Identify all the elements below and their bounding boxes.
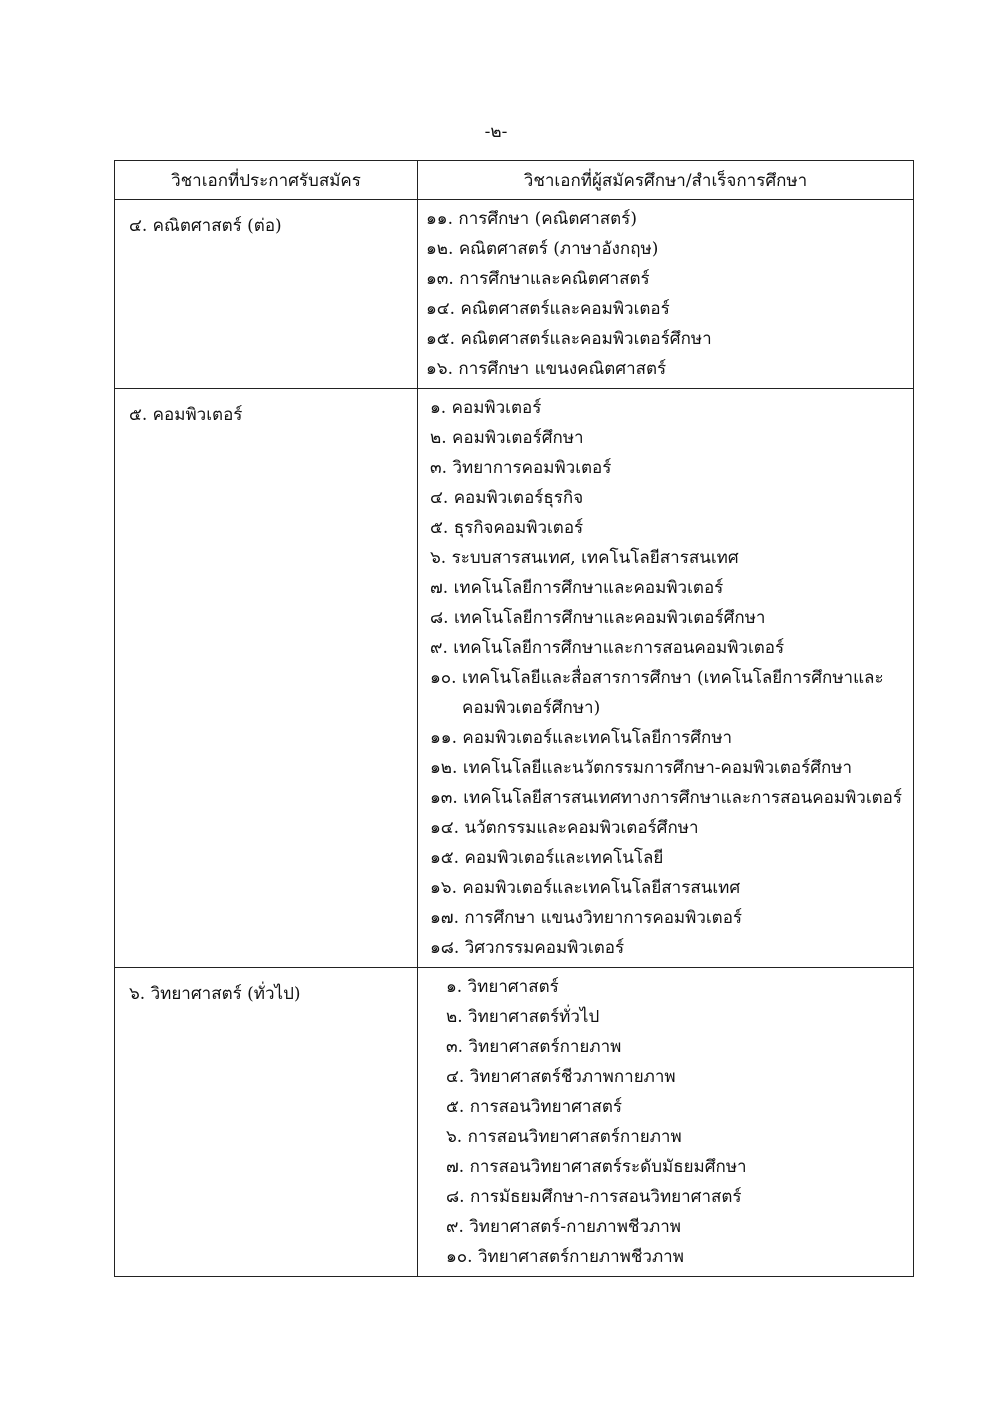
item-text: การสอนวิทยาศาสตร์ <box>469 1097 623 1117</box>
header-applicant-major: วิชาเอกที่ผู้สมัครศึกษา/สำเร็จการศึกษา <box>418 161 914 200</box>
announced-major-cell <box>115 968 418 1277</box>
list-item <box>446 1062 913 1092</box>
applicant-majors-cell <box>418 200 914 389</box>
list-item <box>430 573 913 603</box>
list-item <box>426 234 913 264</box>
item-text: เทคโนโลยีการศึกษาและการสอนคอมพิวเตอร์ <box>453 638 785 658</box>
item-number: ๑๑. <box>430 728 457 748</box>
item-text: คณิตศาสตร์ (ภาษาอังกฤษ) <box>458 239 659 259</box>
list-item <box>446 1182 913 1212</box>
item-number: ๑. <box>446 977 463 997</box>
item-number: ๑๐. <box>430 668 457 688</box>
list-item <box>430 933 913 963</box>
page-number: -๒- <box>484 122 508 142</box>
list-item <box>430 813 913 843</box>
item-text: วิทยาศาสตร์กายภาพ <box>468 1037 622 1057</box>
announced-major-title: ๕. คอมพิวเตอร์ <box>129 405 243 425</box>
item-number: ๙. <box>446 1217 464 1237</box>
item-number: ๑๓. <box>430 788 458 808</box>
item-text: วิศวกรรมคอมพิวเตอร์ <box>464 938 625 958</box>
item-number: ๒. <box>430 428 447 448</box>
item-text: คอมพิวเตอร์ศึกษา <box>452 428 584 448</box>
list-item <box>446 1242 913 1272</box>
major-list <box>446 972 913 1272</box>
announced-major-cell <box>115 389 418 968</box>
announced-major-cell <box>115 200 418 389</box>
item-number: ๒. <box>446 1007 463 1027</box>
list-item <box>430 633 913 663</box>
list-item <box>430 513 913 543</box>
item-number: ๑๔. <box>426 299 456 319</box>
item-text: เทคโนโลยีสารสนเทศทางการศึกษาและการสอนคอมพิวเตอร์ <box>463 788 903 808</box>
item-number: ๖. <box>446 1127 463 1147</box>
list-item <box>430 753 913 783</box>
table-row <box>115 968 914 1277</box>
applicant-majors-cell <box>418 968 914 1277</box>
item-number: ๑๒. <box>430 758 458 778</box>
item-text: คอมพิวเตอร์ธุรกิจ <box>453 488 584 508</box>
list-item <box>426 294 913 324</box>
item-number: ๑. <box>430 398 447 418</box>
item-text: วิทยาศาสตร์ชีวภาพกายภาพ <box>469 1067 676 1087</box>
item-number: ๙. <box>430 638 448 658</box>
list-item <box>430 723 913 753</box>
item-text: วิทยาศาสตร์ <box>467 977 559 997</box>
announced-major-title: ๔. คณิตศาสตร์ (ต่อ) <box>129 216 282 236</box>
list-item <box>430 393 913 423</box>
list-item <box>430 543 913 573</box>
item-text: คอมพิวเตอร์และเทคโนโลยีสารสนเทศ <box>462 878 741 898</box>
list-item <box>426 204 913 234</box>
item-number: ๑๕. <box>430 848 460 868</box>
list-item <box>430 783 913 813</box>
major-list <box>426 204 913 384</box>
item-text: การศึกษาและคณิตศาสตร์ <box>459 269 650 289</box>
item-number: ๓. <box>430 458 448 478</box>
list-item <box>426 354 913 384</box>
item-number: ๑๕. <box>426 329 456 349</box>
table-row <box>115 389 914 968</box>
major-list <box>430 393 913 963</box>
item-text: การศึกษา (คณิตศาสตร์) <box>458 209 637 229</box>
item-text: คอมพิวเตอร์และเทคโนโลยี <box>464 848 664 868</box>
list-item <box>446 1152 913 1182</box>
item-text: วิทยาศาสตร์-กายภาพชีวภาพ <box>469 1217 681 1237</box>
item-text: คอมพิวเตอร์ <box>451 398 542 418</box>
item-text: เทคโนโลยีและสื่อสารการศึกษา (เทคโนโลยีการศึกษาและ <box>461 668 884 688</box>
item-number: ๔. <box>446 1067 465 1087</box>
list-item <box>430 903 913 933</box>
item-number: ๑๑. <box>426 209 453 229</box>
list-item <box>430 603 913 633</box>
list-item <box>430 843 913 873</box>
item-text: ธุรกิจคอมพิวเตอร์ <box>453 518 584 538</box>
item-text: การสอนวิทยาศาสตร์กายภาพ <box>467 1127 682 1147</box>
majors-table <box>114 160 914 1277</box>
item-text-continuation: คอมพิวเตอร์ศึกษา) <box>462 698 601 718</box>
list-item <box>430 483 913 513</box>
list-item <box>430 873 913 903</box>
item-text: เทคโนโลยีการศึกษาและคอมพิวเตอร์ศึกษา <box>453 608 766 628</box>
item-text: การศึกษา แขนงวิทยาการคอมพิวเตอร์ <box>464 908 743 928</box>
item-text: วิทยาศาสตร์กายภาพชีวภาพ <box>477 1247 684 1267</box>
item-number: ๔. <box>430 488 449 508</box>
list-item <box>446 972 913 1002</box>
item-number: ๑๒. <box>426 239 454 259</box>
item-text: เทคโนโลยีการศึกษาและคอมพิวเตอร์ <box>453 578 724 598</box>
item-number: ๖. <box>430 548 447 568</box>
item-text: ระบบสารสนเทศ, เทคโนโลยีสารสนเทศ <box>451 548 739 568</box>
item-text: คณิตศาสตร์และคอมพิวเตอร์ศึกษา <box>460 329 712 349</box>
item-text: เทคโนโลยีและนวัตกรรมการศึกษา-คอมพิวเตอร์ศึกษา <box>462 758 853 778</box>
list-item <box>446 1032 913 1062</box>
item-number: ๑๘. <box>430 938 460 958</box>
list-item <box>446 1122 913 1152</box>
table-row <box>115 200 914 389</box>
list-item <box>430 663 913 723</box>
item-text: การศึกษา แขนงคณิตศาสตร์ <box>458 359 667 379</box>
item-number: ๗. <box>446 1157 465 1177</box>
item-number: ๓. <box>446 1037 464 1057</box>
item-number: ๑๐. <box>446 1247 473 1267</box>
applicant-majors-cell <box>418 389 914 968</box>
announced-major-title: ๖. วิทยาศาสตร์ (ทั่วไป) <box>129 984 301 1004</box>
item-number: ๑๖. <box>426 359 453 379</box>
header-announced-major: วิชาเอกที่ประกาศรับสมัคร <box>115 161 418 200</box>
item-number: ๑๔. <box>430 818 460 838</box>
item-text: การสอนวิทยาศาสตร์ระดับมัธยมศึกษา <box>469 1157 747 1177</box>
item-text: คอมพิวเตอร์และเทคโนโลยีการศึกษา <box>462 728 733 748</box>
item-number: ๑๖. <box>430 878 457 898</box>
item-number: ๕. <box>430 518 449 538</box>
item-number: ๕. <box>446 1097 465 1117</box>
table-header-row <box>115 161 914 200</box>
item-number: ๘. <box>446 1187 465 1207</box>
item-text: นวัตกรรมและคอมพิวเตอร์ศึกษา <box>464 818 699 838</box>
item-number: ๘. <box>430 608 449 628</box>
item-number: ๗. <box>430 578 449 598</box>
list-item <box>426 264 913 294</box>
item-number: ๑๓. <box>426 269 454 289</box>
item-number: ๑๗. <box>430 908 459 928</box>
list-item <box>446 1212 913 1242</box>
list-item <box>430 453 913 483</box>
list-item <box>426 324 913 354</box>
list-item <box>430 423 913 453</box>
item-text: วิทยาศาสตร์ทั่วไป <box>468 1007 600 1027</box>
item-text: วิทยาการคอมพิวเตอร์ <box>452 458 612 478</box>
table-body <box>115 200 914 1277</box>
item-text: คณิตศาสตร์และคอมพิวเตอร์ <box>460 299 670 319</box>
list-item <box>446 1002 913 1032</box>
item-text: การมัธยมศึกษา-การสอนวิทยาศาสตร์ <box>469 1187 742 1207</box>
list-item <box>446 1092 913 1122</box>
